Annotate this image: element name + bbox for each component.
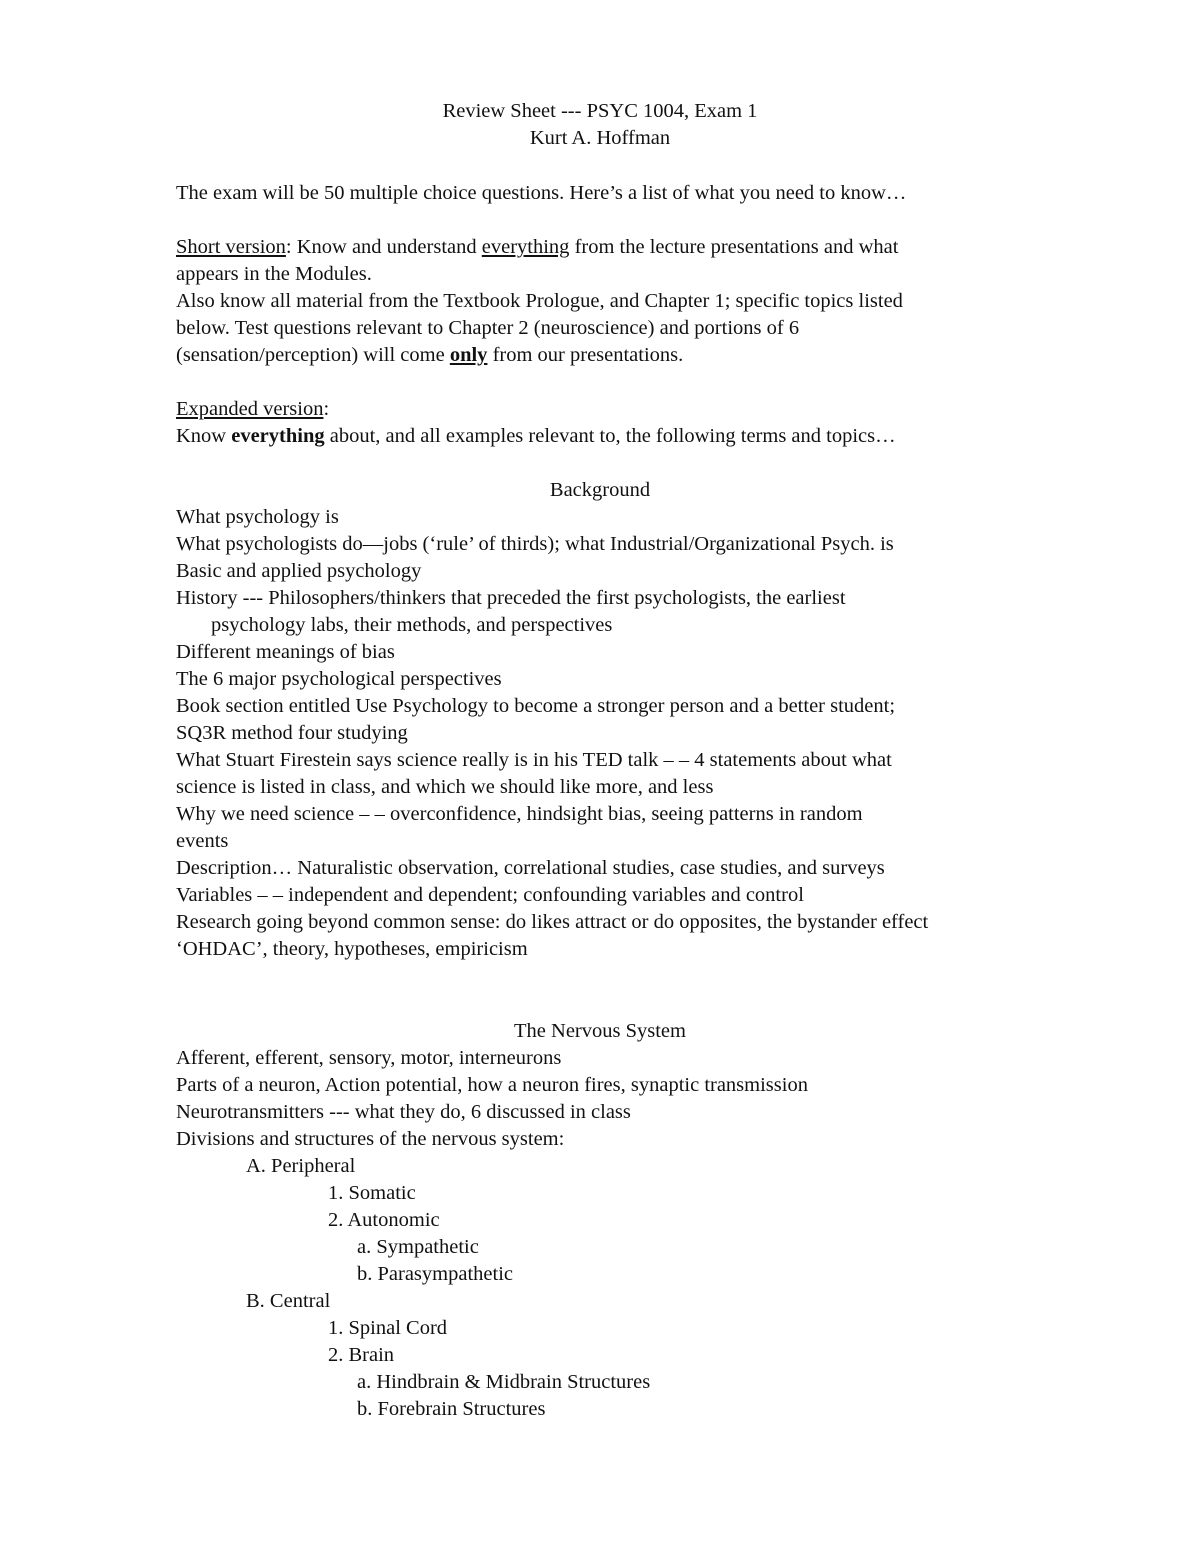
expanded-version-heading — [176, 396, 329, 423]
nervous-system-line: Neurotransmitters --- what they do, 6 discussed in class — [176, 1101, 631, 1123]
expanded-version-text-a: Know — [176, 425, 232, 447]
background-line: Basic and applied psychology — [176, 560, 422, 582]
background-line: SQ3R method four studying — [176, 722, 408, 744]
short-version-text-a: : Know and understand — [285, 236, 482, 258]
short-version-line-5 — [176, 342, 683, 369]
expanded-version-text-b: about, and all examples relevant to, the following terms and topics… — [324, 425, 896, 447]
outline-item-spinal-cord: 1. Spinal Cord — [328, 1317, 448, 1339]
short-version-text-c: (sensation/perception) will come — [176, 344, 450, 366]
outline-item-somatic: 1. Somatic — [328, 1182, 416, 1204]
document-author: Kurt A. Hoffman — [529, 127, 671, 149]
short-version-line-2: appears in the Modules. — [176, 263, 372, 285]
background-line: Why we need science – – overconfidence, hindsight bias, seeing patterns in random — [176, 803, 863, 825]
short-version-label: Short version — [176, 236, 286, 258]
short-version-emphasis: everything — [481, 236, 570, 258]
short-version-line-1 — [176, 234, 898, 261]
background-line: What Stuart Firestein says science really is in his TED talk – – 4 statements about what — [176, 749, 892, 771]
background-line: Description… Naturalistic observation, correlational studies, case studies, and surveys — [176, 857, 885, 879]
nervous-system-line: Parts of a neuron, Action potential, how a neuron fires, synaptic transmission — [176, 1074, 808, 1096]
nervous-system-line: Divisions and structures of the nervous system: — [176, 1128, 565, 1150]
background-line: What psychologists do—jobs (‘rule’ of thirds); what Industrial/Organizational Psych. is — [176, 533, 894, 555]
outline-item-hindbrain-midbrain: a. Hindbrain & Midbrain Structures — [357, 1371, 651, 1393]
outline-item-central: B. Central — [246, 1290, 331, 1312]
background-line: events — [176, 830, 229, 852]
outline-item-brain: 2. Brain — [328, 1344, 395, 1366]
expanded-version-line — [176, 423, 896, 450]
short-version-line-3: Also know all material from the Textbook Prologue, and Chapter 1; specific topics listed — [176, 290, 903, 312]
background-line: ‘OHDAC’, theory, hypotheses, empiricism — [176, 938, 528, 960]
nervous-system-heading: The Nervous System — [514, 1020, 686, 1042]
document-title: Review Sheet --- PSYC 1004, Exam 1 — [442, 100, 758, 122]
nervous-system-line: Afferent, efferent, sensory, motor, interneurons — [176, 1047, 562, 1069]
short-version-only: only — [449, 344, 488, 366]
outline-item-parasympathetic: b. Parasympathetic — [357, 1263, 513, 1285]
background-line: What psychology is — [176, 506, 339, 528]
short-version-text-b: from the lecture presentations and what — [569, 236, 899, 258]
background-line: Variables – – independent and dependent; confounding variables and control — [176, 884, 804, 906]
expanded-version-colon: : — [323, 398, 330, 420]
background-line: Research going beyond common sense: do likes attract or do opposites, the bystander effect — [176, 911, 929, 933]
background-line: The 6 major psychological perspectives — [176, 668, 502, 690]
intro-text: The exam will be 50 multiple choice questions. Here’s a list of what you need to know… — [176, 182, 907, 204]
short-version-line-4: below. Test questions relevant to Chapter 2 (neuroscience) and portions of 6 — [176, 317, 800, 339]
expanded-version-label: Expanded version — [176, 398, 324, 420]
outline-item-peripheral: A. Peripheral — [246, 1155, 356, 1177]
short-version-text-d: from our presentations. — [487, 344, 684, 366]
outline-item-autonomic: 2. Autonomic — [328, 1209, 440, 1231]
background-line: science is listed in class, and which we should like more, and less — [176, 776, 714, 798]
background-heading: Background — [549, 479, 651, 501]
background-line: psychology labs, their methods, and perspectives — [211, 614, 613, 636]
outline-item-forebrain: b. Forebrain Structures — [357, 1398, 546, 1420]
outline-item-sympathetic: a. Sympathetic — [357, 1236, 479, 1258]
background-line: Book section entitled Use Psychology to become a stronger person and a better student; — [176, 695, 896, 717]
background-line: History --- Philosophers/thinkers that preceded the first psychologists, the earliest — [176, 587, 846, 609]
expanded-version-emphasis: everything — [231, 425, 325, 447]
background-line: Different meanings of bias — [176, 641, 395, 663]
